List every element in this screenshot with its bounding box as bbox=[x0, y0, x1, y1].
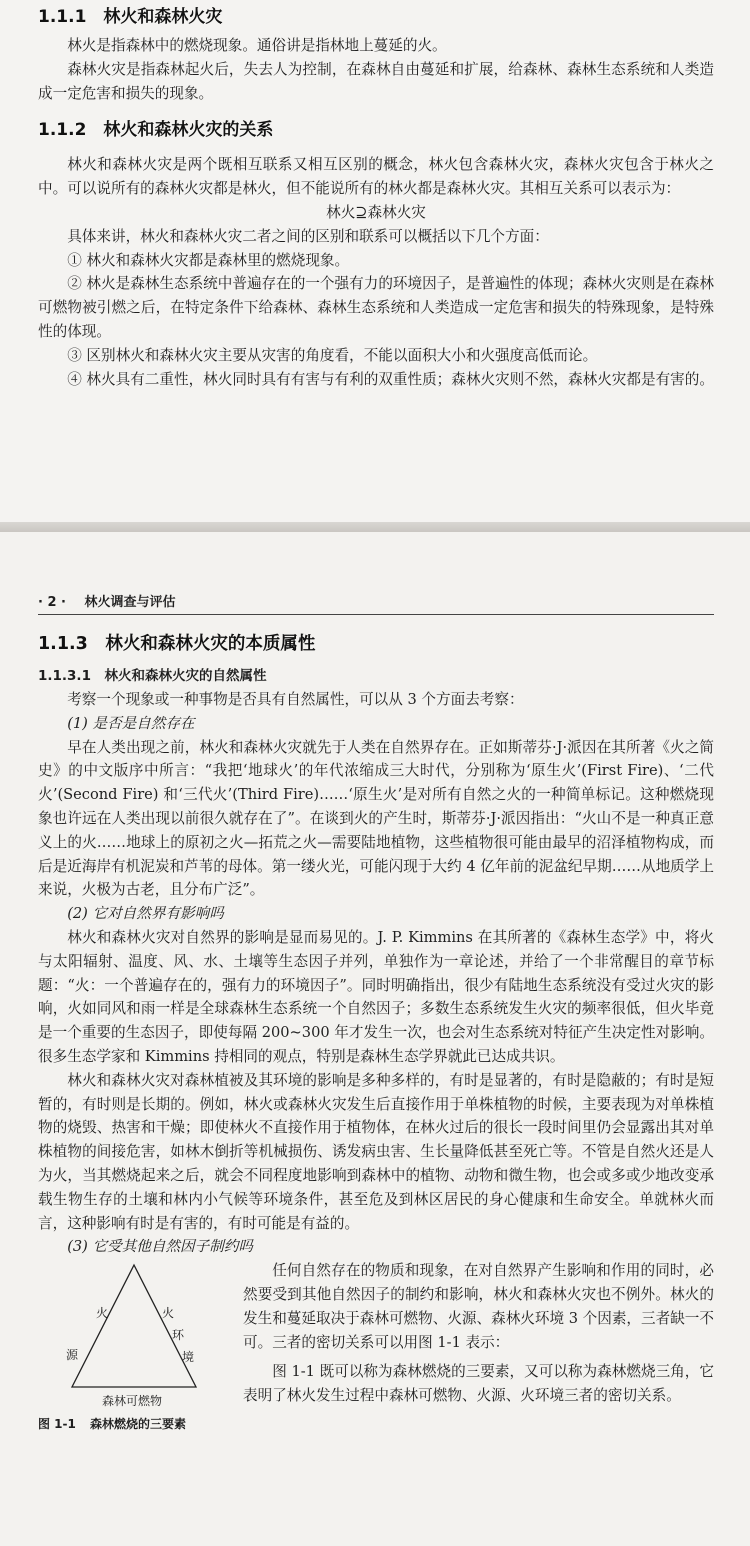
triangle-bottom-label: 森林可燃物 bbox=[102, 1394, 163, 1409]
paragraph: 林火是指森林中的燃烧现象。通俗讲是指林地上蔓延的火。 bbox=[67, 37, 447, 54]
triangle-right-label-3: 境 bbox=[182, 1350, 195, 1365]
paragraph: 具体来讲，林火和森林火灾二者之间的区别和联系可以概括以下几个方面： bbox=[67, 227, 549, 245]
paragraph: 林火和森林火灾是两个既相互联系又相互区别的概念，林火包含森林火灾，森林火灾包含于林火之中。可以说所有的森林火灾都是林火，但不能说所有的林火都是森林火灾。其相互关系可以表示为： bbox=[38, 156, 714, 198]
subsection-title-1-1-3-1: 1.1.3.1 林火和森林火灾的自然属性 bbox=[38, 668, 267, 684]
running-header bbox=[38, 594, 714, 615]
triangle-left-label-1: 火 bbox=[96, 1306, 109, 1321]
paragraph: 林火和森林火灾对森林植被及其环境的影响是多种多样的，有时是显著的，有时是隐蔽的；有时是短暂的，有时则是长期的。例如，林火或森林火灾发生后直接作用于单株植物的时候，主要表现为对单株植物的烧毁、热害和干燥；即使林火不直接作用于植物体，在林火过后的很长一段时间里仍会显露出其对单株植物的间接危害，如林木倒折等机械损伤、诱发病虫害、生长量降低甚至死亡等。不管是自然火还是人为火，当其燃烧起来之后，就会不同程度地影响到森林中的植物、动物和微生物，也会或多或少地改变承载生物生存的土壤和林内小气候等环境条件，甚至危及到林区居民的身心健康和生命安全。单就林火而言，这种影响有时是有害的，有时可能是有益的。 bbox=[38, 1071, 714, 1232]
list-item: ③ 区别林火和森林火灾主要从灾害的角度看，不能以面积大小和火强度高低而论。 bbox=[67, 346, 598, 364]
figure-number: 图 1-1 bbox=[38, 1417, 76, 1432]
fire-triangle-diagram bbox=[38, 1259, 238, 1409]
paragraph: 考察一个现象或一种事物是否具有自然属性，可以从 3 个方面去考察： bbox=[67, 691, 524, 708]
section-title-1-1-3: 1.1.3 林火和森林火灾的本质属性 bbox=[38, 634, 316, 654]
paragraph: 图 1-1 既可以称为森林燃烧的三要素，又可以称为森林燃烧三角，它表明了林火发生过程中森林可燃物、火源、火环境三者的密切关系。 bbox=[243, 1363, 714, 1405]
list-item: ④ 林火具有二重性，林火同时具有有害与有利的双重性质；森林火灾则不然，森林火灾都是有害的。 bbox=[67, 370, 714, 388]
page2-content bbox=[38, 622, 714, 1432]
figure-caption bbox=[38, 1415, 243, 1432]
section-title-1-1-1: 1.1.1 林火和森林火灾 bbox=[38, 7, 223, 27]
triangle-right-label-1: 火 bbox=[162, 1306, 175, 1321]
triangle-right-label-2: 环 bbox=[172, 1328, 185, 1343]
list-item: ① 林火和森林火灾都是森林里的燃烧现象。 bbox=[67, 251, 350, 269]
paragraph: 早在人类出现之前，林火和森林火灾就先于人类在自然界存在。正如斯蒂芬·J·派因在其所著《火之简史》的中文版序中所言：“我把‘地球火’的年代浓缩成三大时代，分别称为‘原生火’(First Fire)、‘二代火’(Second Fire) 和‘三代火’(Third Fire)……‘原生火’是对所有自然之火的一种简单标记。这种燃烧现象也许远在人类出现以前很久就存在了”。在谈到火的产生时，斯蒂芬·J·派因指出：“火山不是一种真正意义上的火……地球上的原初之火—拓荒之火—需要陆地植物，这些植物很可能由最早的沼泽植物构成，而后是近海岸有机泥炭和芦苇的母体。第一缕火光，可能闪现于大约 4 亿年前的泥盆纪早期……从地质学上来说，火极为古老，且分布广泛”。 bbox=[38, 738, 714, 899]
page1-content bbox=[38, 2, 714, 391]
list-item: ② 林火是森林生态系统中普遍存在的一个强有力的环境因子，是普遍性的体现；森林火灾则是在森林可燃物被引燃之后，在特定条件下给森林、森林生态系统和人类造成一定危害和损失的特殊现象，是特殊性的体现。 bbox=[38, 275, 714, 340]
figure-caption-text: 森林燃烧的三要素 bbox=[90, 1417, 187, 1432]
page-gap bbox=[0, 522, 750, 532]
paragraph: 森林火灾是指森林起火后，失去人为控制，在森林自由蔓延和扩展，给森林、森林生态系统和人类造成一定危害和损失的现象。 bbox=[38, 60, 714, 102]
question-heading-1: (1) 是否是自然存在 bbox=[67, 714, 195, 732]
triangle-left-label-2: 源 bbox=[66, 1348, 79, 1363]
section-title-1-1-2: 1.1.2 林火和森林火灾的关系 bbox=[38, 120, 274, 141]
paragraph: 林火和森林火灾对自然界的影响是显而易见的。J. P. Kimmins 在其所著的《森林生态学》中，将火与太阳辐射、温度、风、水、土壤等生态因子并列，单独作为一章论述，并给了一个非常醒目的章节标题：“火：一个普遍存在的，强有力的环境因子”。同时明确指出，很少有陆地生态系统没有受过火灾的影响，火如同风和雨一样是全球森林生态系统一个自然因子；多数生态系统发生火灾的频率很低，但火毕竟是一个重要的生态因子，即使每隔 200~300 年才发生一次，也会对生态系统对特征产生决定性对影响。很多生态学家和 Kimmins 持相同的观点，特别是森林生态学界就此已达成共识。 bbox=[38, 928, 714, 1065]
page-top bbox=[0, 0, 750, 522]
figure-side-text bbox=[243, 1259, 714, 1408]
figure-1-1 bbox=[38, 1259, 243, 1432]
book-title: 林火调查与评估 bbox=[84, 595, 176, 610]
question-heading-3: (3) 它受其他自然因子制约吗 bbox=[67, 1238, 254, 1256]
formula: 林火⊇森林火灾 bbox=[326, 203, 426, 221]
figure-with-text bbox=[38, 1259, 714, 1432]
paragraph: 任何自然存在的物质和现象，在对自然界产生影响和作用的同时，必然要受到其他自然因子的制约和影响，林火和森林火灾也不例外。林火的发生和蔓延取决于森林可燃物、火源、森林火环境 3 个因素，三者缺一不可。三者的密切关系可以用图 1-1 表示： bbox=[243, 1262, 714, 1351]
question-heading-2: (2) 它对自然界有影响吗 bbox=[67, 905, 224, 923]
page-bottom bbox=[0, 532, 750, 1546]
page-number: · 2 · bbox=[38, 595, 66, 610]
fire-triangle-shape bbox=[72, 1265, 196, 1387]
